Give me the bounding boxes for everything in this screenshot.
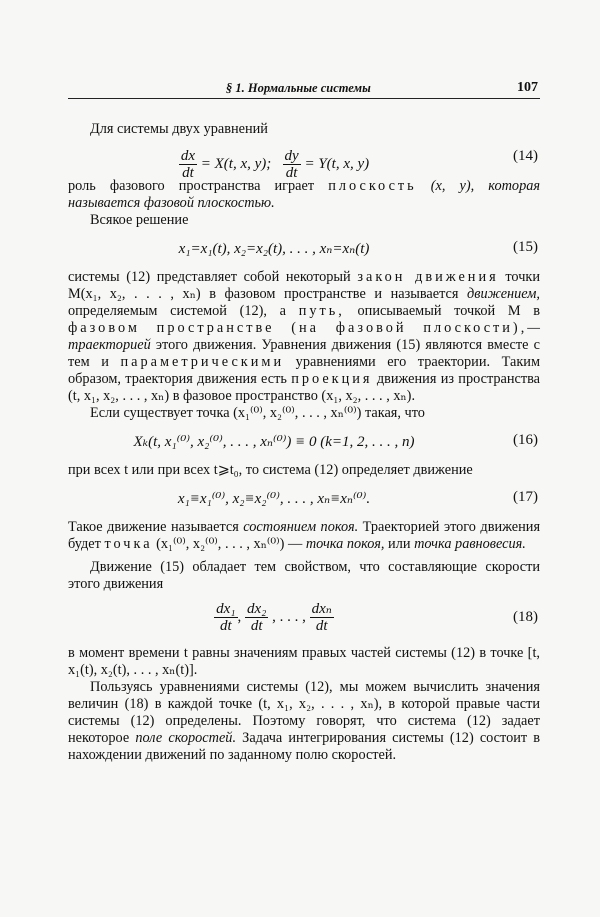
equation-15: x₁=x₁(t), x₂=x₂(t), . . . , xₙ=xₙ(t) (15) <box>178 239 538 257</box>
eq14-rhs1: = X(t, x, y); <box>200 155 272 172</box>
page-number: 107 <box>517 80 538 95</box>
equation-number: (16) <box>513 432 538 448</box>
fraction-dx-dt: $\frac{dx}{dt}$ <box>180 148 196 181</box>
eq14-rhs2: = Y(t, x, y) <box>304 155 370 172</box>
paragraph-solution: Всякое решение <box>90 212 189 228</box>
paragraph-at-time-t: в момент времени t равны значениям правых частей системы (12) в точке [t, x₁(t), x₂(t), . . . , xₙ(t)]. <box>68 645 540 678</box>
equation-number: (15) <box>513 239 538 255</box>
equation-17: x₁≡x₁⁽⁰⁾, x₂≡x₂⁽⁰⁾, . . . , xₙ≡xₙ⁽⁰⁾. (17) <box>177 489 538 507</box>
fraction-dx2-dt: $\frac{\text{dx₂}}{dt}$ <box>247 601 267 634</box>
equation-number: (14) <box>513 148 538 164</box>
fraction-dy-dt: $\frac{dy}{dt}$ <box>284 148 299 181</box>
paragraph-point-exists: Если существует точка (x₁⁽⁰⁾, x₂⁽⁰⁾, . . . , xₙ⁽⁰⁾) такая, что <box>90 405 425 421</box>
paragraph-velocity: Движение (15) обладает тем свойством, что составляющие скорости этого движения <box>68 559 540 592</box>
running-header <box>68 78 540 99</box>
paragraph-rest-state: Такое движение называется состоянием покоя. Траекторией этого движения будет точка (x₁⁽⁰⁾, x₂⁽⁰⁾, . . . , xₙ⁽⁰⁾) — точка покоя, или точка равновесия. <box>68 519 541 552</box>
equation-16: Xₖ(t, x₁⁽⁰⁾, x₂⁽⁰⁾, . . . , xₙ⁽⁰⁾) ≡ 0 (k=1, 2, . . . , n) (16) <box>133 432 538 450</box>
equation-number: (18) <box>513 609 538 625</box>
section-title: § 1. Нормальные системы <box>226 81 371 95</box>
paragraph-velocity-field: Пользуясь уравнениями системы (12), мы можем вычислить значения величин (18) в каждой точке (t, x₁, x₂, . . . , xₙ), в которой правые части системы (12) определены. Поэтому говорят, что система (12) задает некоторое поле скоростей. Задача интегрирования системы (12) состоит в нахождении движений по заданному полю скоростей. <box>68 679 541 763</box>
paragraph-motion-law: системы (12) представляет собой некоторый закон движения точки M(x₁, x₂, . . . , xₙ) в фазовом пространстве и называется движением, определяемым системой (12), а путь, описываемый точкой M в фазовом пространстве (на фазовой плоскости),— траекторией этого движения. Уравнения движения (15) являются вместе с тем и параметрическими уравнениями его траектории. Таким образом, траектория движения есть проекция движения из пространства (t, x₁, x₂, . . . , xₙ) в фазовое пространство (x₁, x₂, . . . , xₙ). <box>68 269 541 404</box>
paragraph-intro: Для системы двух уравнений <box>90 121 268 137</box>
equation-14 <box>68 138 540 181</box>
paragraph-phase-plane: роль фазового пространства играет плоскость (x, y), которая называется фазовой плоскостью. <box>68 178 541 211</box>
paragraph-for-all-t: при всех t или при всех t⩾t₀, то система (12) определяет движение <box>68 462 473 478</box>
book-page <box>68 78 540 764</box>
equation-number: (17) <box>513 489 538 505</box>
ellipsis: , . . . , <box>272 608 306 625</box>
fraction-dx1-dt: $\frac{\text{dx₁}}{dt}$ <box>216 601 236 634</box>
fraction-dxn-dt: $\frac{\text{dxₙ}}{dt}$ <box>311 601 332 634</box>
equation-18: $\frac{\text{dx₁}}{dt}$ , $\frac{\text{dx₂}}{dt}$ , . . . , $\frac{\text{dxₙ}}{dt}$ (18) <box>216 601 538 634</box>
